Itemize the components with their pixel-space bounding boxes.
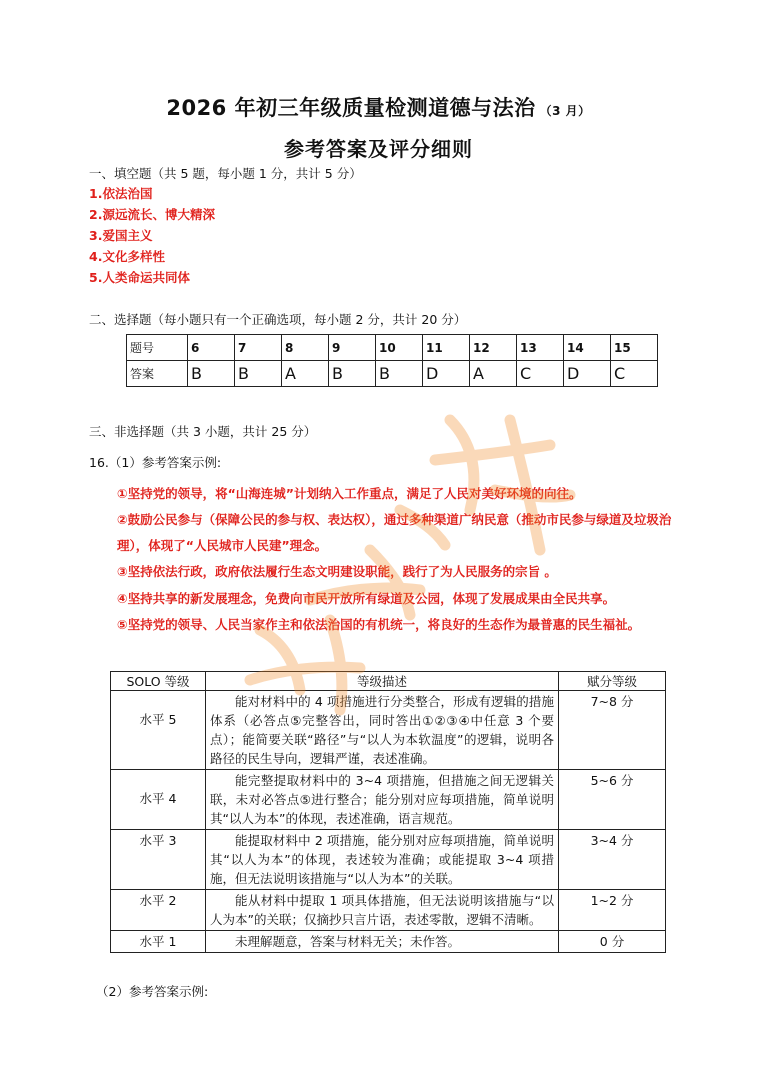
solo-header-desc: 等级描述 (206, 672, 559, 691)
solo-desc: 能从材料中提取 1 项具体措施，但无法说明该措施与“以人为本”的关联；仅摘抄只言片语，表述零散，逻辑不清晰。 (206, 890, 559, 931)
solo-level: 水平 3 (139, 833, 177, 848)
solo-header-score: 赋分等级 (559, 672, 666, 691)
question-number: 10 (376, 335, 423, 361)
question-number: 14 (564, 335, 611, 361)
page-subtitle: 参考答案及评分细则 (284, 137, 473, 161)
q16-intro: 16.（1）参考答案示例: (89, 455, 222, 470)
solo-header-level: SOLO 等级 (111, 672, 206, 691)
answer-row (127, 361, 658, 387)
page-title-main: 2026 年初三年级质量检测道德与法治 (166, 96, 536, 120)
solo-desc: 能提取材料中 2 项措施，能分别对应每项措施，简单说明其“以人为本”的体现，表述较为准确；或能提取 3~4 项措施，但无法说明该措施与“以人为本”的关联。 (206, 830, 559, 890)
q16-point-4: ④坚持共享的新发展理念，免费向市民开放所有绿道及公园，体现了发展成果由全民共享。 (117, 591, 616, 606)
solo-grading-table (110, 671, 666, 953)
choice-answer: C (517, 361, 564, 387)
solo-level: 水平 1 (139, 934, 177, 949)
solo-score: 0 分 (559, 931, 666, 953)
question-number: 7 (235, 335, 282, 361)
solo-desc: 能对材料中的 4 项措施进行分类整合，形成有逻辑的措施体系（必答点⑤完整答出，同时答出①②③④中任意 3 个要点）；能简要关联“路径”与“以人为本软温度”的逻辑，说明各路径的民生导向，逻辑严谨，表述准确。 (206, 691, 559, 770)
solo-score: 5~6 分 (559, 770, 666, 830)
solo-row (111, 691, 666, 770)
page-title (0, 92, 757, 122)
solo-score: 1~2 分 (559, 890, 666, 931)
fill-answer-5: 5.人类命运共同体 (89, 270, 190, 285)
choice-answer: B (235, 361, 282, 387)
solo-desc: 能完整提取材料中的 3~4 项措施，但措施之间无逻辑关联，未对必答点⑤进行整合；能分别对应每项措施，简单说明其“以人为本”的体现，表述准确，语言规范。 (206, 770, 559, 830)
question-number: 9 (329, 335, 376, 361)
solo-level: 水平 4 (139, 791, 177, 806)
solo-row (111, 931, 666, 953)
solo-level: 水平 2 (139, 893, 177, 908)
choice-answer: C (611, 361, 658, 387)
choice-answer: D (423, 361, 470, 387)
choice-answer: B (329, 361, 376, 387)
solo-score: 7~8 分 (559, 691, 666, 770)
choice-answer: B (188, 361, 235, 387)
solo-score: 3~4 分 (559, 830, 666, 890)
fill-answer-3: 3.爱国主义 (89, 228, 153, 243)
question-number-row (127, 335, 658, 361)
section2-heading: 二、选择题（每小题只有一个正确选项，每小题 2 分，共计 20 分） (89, 312, 467, 327)
question-number: 8 (282, 335, 329, 361)
solo-row (111, 890, 666, 931)
question-number: 15 (611, 335, 658, 361)
choice-answer: A (470, 361, 517, 387)
choice-answer: D (564, 361, 611, 387)
q16-point-2: ②鼓励公民参与（保障公民的参与权、表达权），通过多种渠道广纳民意（推动市民参与绿道及垃圾治理），体现了“人民城市人民建”理念。 (117, 512, 672, 553)
solo-row (111, 830, 666, 890)
choice-answer: B (376, 361, 423, 387)
q16-point-3: ③坚持依法行政，政府依法履行生态文明建设职能，践行了为人民服务的宗旨 。 (117, 564, 557, 579)
question-number: 13 (517, 335, 564, 361)
solo-header-row (111, 672, 666, 691)
solo-level: 水平 5 (139, 712, 177, 727)
section1-heading: 一、填空题（共 5 题，每小题 1 分，共计 5 分） (89, 166, 362, 181)
fill-answer-1: 1.依法治国 (89, 186, 153, 201)
question-number: 12 (470, 335, 517, 361)
q16-point-1: ①坚持党的领导，将“山海连城”计划纳入工作重点，满足了人民对美好环境的向往。 (117, 486, 582, 501)
answer-label: 答案 (127, 361, 188, 387)
q16-point-5: ⑤坚持党的领导、人民当家作主和依法治国的有机统一，将良好的生态作为最普惠的民生福祉。 (117, 617, 641, 632)
fill-answer-4: 4.文化多样性 (89, 249, 165, 264)
fill-answer-2: 2.源远流长、博大精深 (89, 207, 215, 222)
question-number: 11 (423, 335, 470, 361)
question-number-label: 题号 (127, 335, 188, 361)
solo-row (111, 770, 666, 830)
choice-answer-table (126, 334, 658, 387)
page-title-suffix: （3 月） (539, 104, 591, 118)
q16-part2-intro: （2）参考答案示例: (96, 984, 209, 999)
choice-answer: A (282, 361, 329, 387)
solo-desc: 未理解题意，答案与材料无关；未作答。 (206, 931, 559, 953)
section3-heading: 三、非选择题（共 3 小题，共计 25 分） (89, 424, 317, 439)
question-number: 6 (188, 335, 235, 361)
